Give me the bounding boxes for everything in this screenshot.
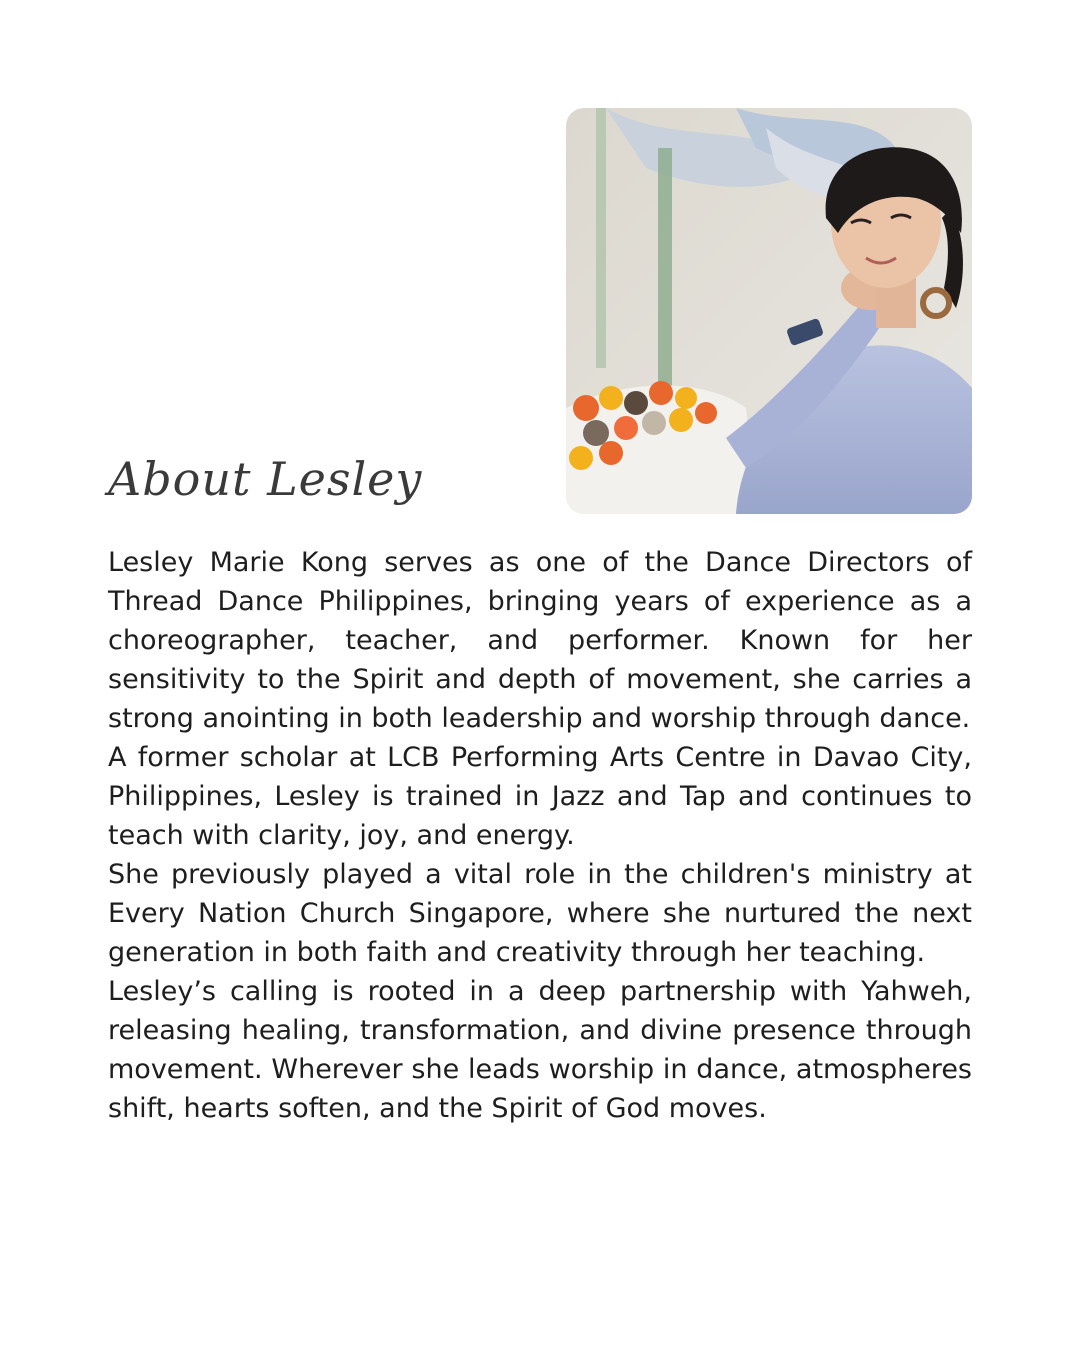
- profile-photo: [566, 108, 972, 514]
- bio-paragraph: Lesley Marie Kong serves as one of the Dance Directors of Thread Dance Philippines, bringing years of experience as a choreographer, teacher, and performer. Known for her sensitivity to the Spirit and depth of movement, she carries a strong anointing in both leadership and worship through dance.: [108, 547, 972, 734]
- page-title: About Lesley: [108, 452, 423, 506]
- bio-paragraph: Lesley’s calling is rooted in a deep partnership with Yahweh, releasing healing, transformation, and divine presence through movement. Wherever she leads worship in dance, atmospheres shift, hearts soften, and the Spirit of God moves.: [108, 976, 972, 1124]
- bio-paragraph: A former scholar at LCB Performing Arts Centre in Davao City, Philippines, Lesley is trained in Jazz and Tap and continues to teach with clarity, joy, and energy.: [108, 742, 972, 851]
- bio-paragraph: She previously played a vital role in the children's ministry at Every Nation Church Singapore, where she nurtured the next generation in both faith and creativity through her teaching.: [108, 859, 972, 968]
- bio-text: [108, 543, 972, 1128]
